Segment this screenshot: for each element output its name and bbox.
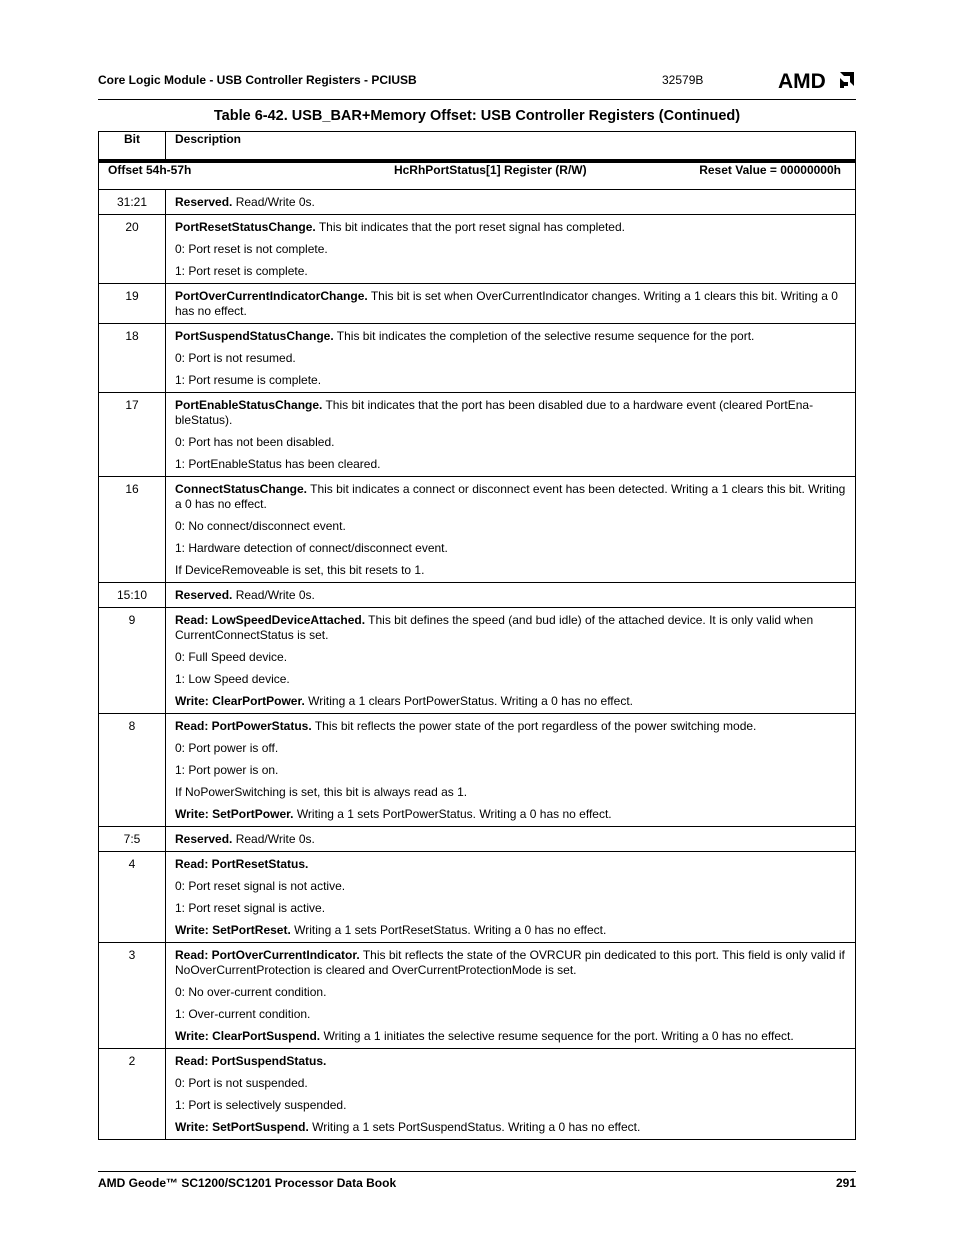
description-line (175, 563, 846, 578)
field-name: Write: ClearPortPower. (175, 694, 305, 708)
description-line (175, 242, 846, 257)
description-line (175, 220, 846, 235)
table-row (99, 190, 856, 215)
description-line (175, 857, 846, 872)
field-text: 0: Port is not suspended. (175, 1076, 308, 1090)
description-line (175, 1076, 846, 1091)
description-line (175, 351, 846, 366)
table-row (99, 608, 856, 714)
description-cell (166, 1049, 856, 1140)
table-row (99, 284, 856, 324)
field-text: This bit is set when OverCurrentIndicator changes. Writing a 1 clears this bit. Writing a 0 has no effect. (175, 289, 838, 318)
field-text: 1: Port power is on. (175, 763, 279, 777)
table-row (99, 943, 856, 1049)
description-line (175, 195, 846, 210)
description-line (175, 613, 846, 643)
field-text: This bit indicates that the port has been disabled due to a hardware event (cleared PortEna-bleStatus). (175, 398, 814, 427)
svg-text:AMD: AMD (778, 70, 826, 91)
field-text: 0: Port is not resumed. (175, 351, 296, 365)
field-text: 0: Port power is off. (175, 741, 279, 755)
description-line (175, 807, 846, 822)
field-text: This bit reflects the power state of the port regardless of the power switching mode. (311, 719, 757, 733)
description-line (175, 879, 846, 894)
description-cell (166, 583, 856, 608)
description-line (175, 1054, 846, 1069)
field-name: PortResetStatusChange. (175, 220, 316, 234)
footer-book-title: AMD Geode™ SC1200/SC1201 Processor Data Book (98, 1176, 397, 1190)
field-text: Read/Write 0s. (232, 832, 315, 846)
field-name: PortEnableStatusChange. (175, 398, 323, 412)
field-text: Read/Write 0s. (232, 588, 315, 602)
field-text: This bit reflects the state of the OVRCUR pin dedicated to this port. This field is only valid if NoOverCurrentProtection is cleared and OverCurrentProtectionMode is set. (175, 948, 845, 977)
footer-page-number: 291 (835, 1176, 856, 1190)
field-text: 0: Port reset signal is not active. (175, 879, 346, 893)
field-text: 0: Port reset is not complete. (175, 242, 328, 256)
register-info-row (99, 161, 856, 190)
field-name: Reserved. (175, 832, 233, 846)
field-name: Write: SetPortSuspend. (175, 1120, 309, 1134)
description-line (175, 588, 846, 603)
table-row (99, 1049, 856, 1140)
description-line (175, 923, 846, 938)
field-text: 0: No over-current condition. (175, 985, 327, 999)
description-line (175, 1029, 846, 1044)
bit-cell: 19 (99, 284, 166, 324)
description-cell (166, 393, 856, 477)
field-name: Reserved. (175, 195, 233, 209)
field-text: This bit indicates a connect or disconnect event has been detected. Writing a 1 clears this bit. Writing a 0 has no effect. (175, 482, 846, 511)
bit-cell: 8 (99, 714, 166, 827)
bit-cell: 4 (99, 852, 166, 943)
field-text: This bit indicates that the port reset signal has completed. (315, 220, 625, 234)
field-text: Writing a 1 sets PortSuspendStatus. Writing a 0 has no effect. (308, 1120, 641, 1134)
table-row (99, 852, 856, 943)
bit-cell: 7:5 (99, 827, 166, 852)
field-text: 1: Hardware detection of connect/disconnect event. (175, 541, 448, 555)
field-name: Read: PortOverCurrentIndicator. (175, 948, 360, 962)
field-text: 1: Port resume is complete. (175, 373, 322, 387)
page-footer (98, 1171, 856, 1190)
field-text: 1: Port is selectively suspended. (175, 1098, 347, 1112)
field-name: ConnectStatusChange. (175, 482, 308, 496)
field-name: Read: PortSuspendStatus. (175, 1054, 327, 1068)
description-cell (166, 215, 856, 284)
description-line (175, 1098, 846, 1113)
bit-cell: 2 (99, 1049, 166, 1140)
description-line (175, 719, 846, 734)
description-cell (166, 477, 856, 583)
description-line (175, 435, 846, 450)
description-cell (166, 190, 856, 215)
description-line (175, 398, 846, 428)
table-header-row (99, 132, 856, 161)
description-line (175, 1120, 846, 1135)
table-row (99, 827, 856, 852)
description-cell (166, 827, 856, 852)
description-cell (166, 608, 856, 714)
description-line (175, 289, 846, 319)
description-line (175, 948, 846, 978)
table-row (99, 324, 856, 393)
field-text: If NoPowerSwitching is set, this bit is always read as 1. (175, 785, 468, 799)
field-text: If DeviceRemoveable is set, this bit resets to 1. (175, 563, 425, 577)
register-offset: Offset 54h-57h (108, 162, 192, 177)
description-line (175, 650, 846, 665)
register-name: HcRhPortStatus[1] Register (R/W) (393, 162, 587, 177)
description-line (175, 373, 846, 388)
column-header-description: Description (166, 132, 856, 161)
table-row (99, 215, 856, 284)
field-name: Read: LowSpeedDeviceAttached. (175, 613, 366, 627)
field-name: Read: PortResetStatus. (175, 857, 309, 871)
field-text: 1: Low Speed device. (175, 672, 290, 686)
description-line (175, 482, 846, 512)
table-row (99, 393, 856, 477)
register-table (98, 131, 856, 1140)
field-name: Read: PortPowerStatus. (175, 719, 312, 733)
description-cell (166, 852, 856, 943)
bit-cell: 15:10 (99, 583, 166, 608)
description-line (175, 1007, 846, 1022)
description-line (175, 763, 846, 778)
description-cell (166, 324, 856, 393)
field-name: Write: SetPortReset. (175, 923, 291, 937)
description-line (175, 541, 846, 556)
field-name: PortOverCurrentIndicatorChange. (175, 289, 368, 303)
bit-cell: 20 (99, 215, 166, 284)
description-line (175, 264, 846, 279)
description-line (175, 457, 846, 472)
field-text: 0: No connect/disconnect event. (175, 519, 346, 533)
field-text: 0: Port has not been disabled. (175, 435, 335, 449)
field-text: Writing a 1 sets PortResetStatus. Writing a 0 has no effect. (290, 923, 607, 937)
bit-cell: 31:21 (99, 190, 166, 215)
field-text: Writing a 1 sets PortPowerStatus. Writing a 0 has no effect. (293, 807, 612, 821)
description-cell (166, 714, 856, 827)
page-header (98, 66, 856, 100)
register-reset-value: Reset Value = 00000000h (699, 162, 841, 177)
header-doc-number: 32579B (662, 73, 704, 87)
bit-cell: 17 (99, 393, 166, 477)
description-line (175, 329, 846, 344)
field-text: 1: PortEnableStatus has been cleared. (175, 457, 381, 471)
field-text: 1: Port reset signal is active. (175, 901, 326, 915)
field-text: Read/Write 0s. (232, 195, 315, 209)
table-row (99, 583, 856, 608)
bit-cell: 18 (99, 324, 166, 393)
description-cell (166, 284, 856, 324)
field-text: Writing a 1 initiates the selective resume sequence for the port. Writing a 0 has no effect. (320, 1029, 794, 1043)
table-row (99, 714, 856, 827)
bit-cell: 16 (99, 477, 166, 583)
table-title: Table 6-42. USB_BAR+Memory Offset: USB Controller Registers (Continued) (213, 108, 741, 124)
description-line (175, 672, 846, 687)
description-cell (166, 943, 856, 1049)
field-text: 0: Full Speed device. (175, 650, 288, 664)
description-line (175, 985, 846, 1000)
column-header-bit: Bit (99, 132, 166, 161)
bit-cell: 9 (99, 608, 166, 714)
field-name: Write: ClearPortSuspend. (175, 1029, 321, 1043)
field-text: This bit indicates the completion of the selective resume sequence for the port. (333, 329, 755, 343)
description-line (175, 901, 846, 916)
header-title: Core Logic Module - USB Controller Registers - PCIUSB (98, 73, 417, 87)
field-text: Writing a 1 clears PortPowerStatus. Writing a 0 has no effect. (304, 694, 633, 708)
field-text: 1: Over-current condition. (175, 1007, 311, 1021)
field-text: 1: Port reset is complete. (175, 264, 308, 278)
description-line (175, 832, 846, 847)
description-line (175, 785, 846, 800)
description-line (175, 519, 846, 534)
field-name: Write: SetPortPower. (175, 807, 294, 821)
field-name: PortSuspendStatusChange. (175, 329, 334, 343)
field-name: Reserved. (175, 588, 233, 602)
field-text: This bit defines the speed (and bud idle) of the attached device. It is only valid when CurrentConnectStatus is set. (175, 613, 814, 642)
amd-logo (778, 69, 856, 91)
description-line (175, 741, 846, 756)
bit-cell: 3 (99, 943, 166, 1049)
table-row (99, 477, 856, 583)
description-line (175, 694, 846, 709)
